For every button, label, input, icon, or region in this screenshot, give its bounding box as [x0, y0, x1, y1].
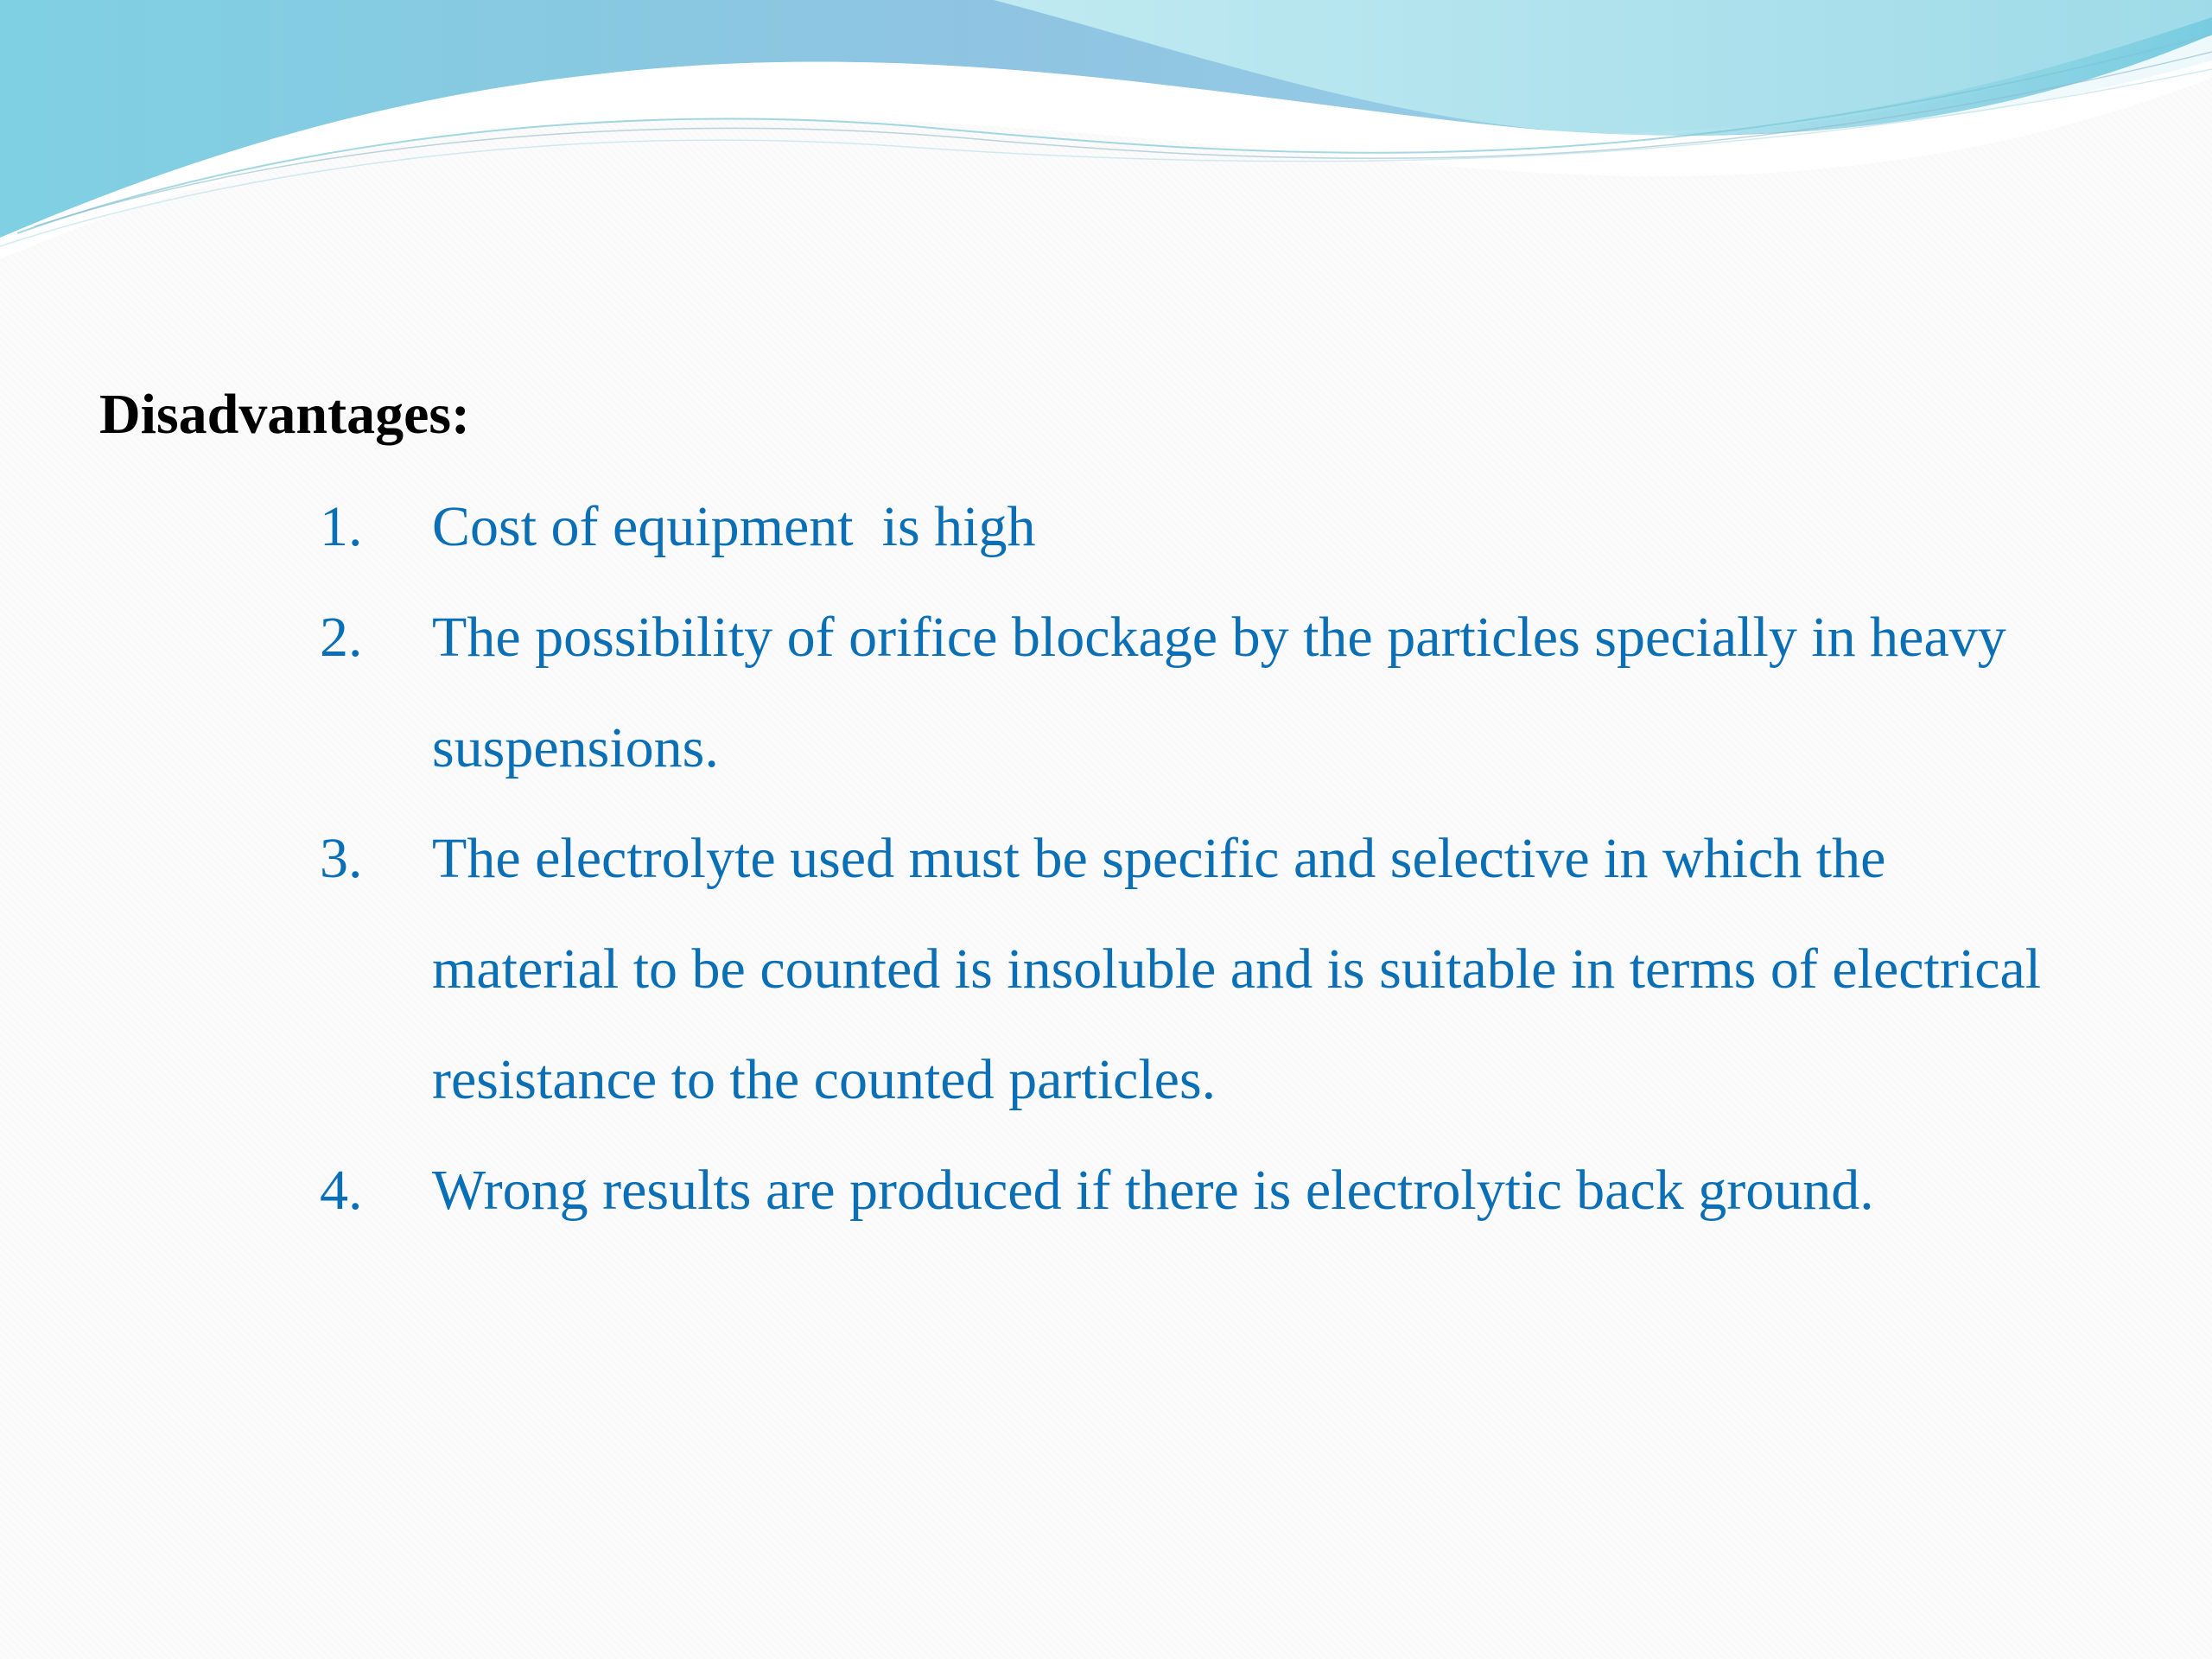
list-item-number: 2.	[320, 606, 363, 669]
list-item-text: Wrong results are produced if there is electrolytic back ground.	[432, 1159, 1874, 1222]
list-item-number: 4.	[320, 1159, 363, 1222]
list-item-text: The possibility of orifice blockage by the particles specially in heavy suspensions.	[432, 606, 2021, 779]
list-item-number: 3.	[320, 827, 363, 890]
list-item-number: 1.	[320, 495, 363, 558]
list-item-text: Cost of equipment is high	[432, 495, 1036, 558]
list-item-text: The electrolyte used must be specific and selective in which the material to be counted is insoluble and is suitable in terms of electrical resistance to the counted particles.	[432, 827, 2056, 1111]
slide-heading: Disadvantages:	[99, 383, 471, 446]
